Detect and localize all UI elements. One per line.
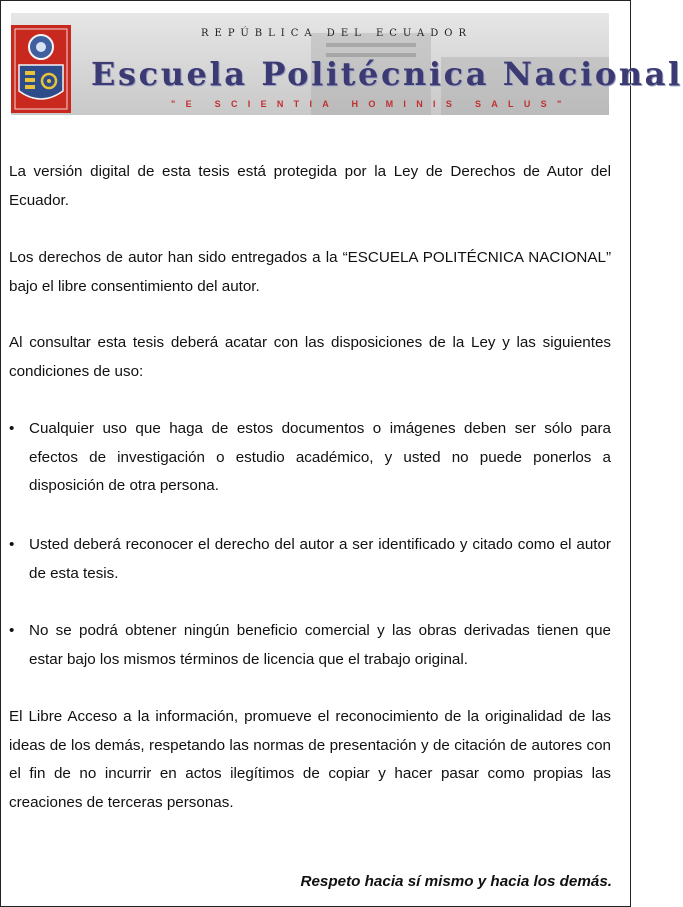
rights-paragraph: Los derechos de autor han sido entregados a la “ESCUELA POLITÉCNICA NACIONAL” bajo el libre consentimiento del autor. [9, 249, 611, 295]
bullet-icon: • [9, 420, 15, 437]
country-name: REPÚBLICA DEL ECUADOR [201, 28, 472, 39]
condition-text: Cualquier uso que haga de estos documentos o imágenes deben ser sólo para efectos de investigación o estudio académico, y usted no puede ponerlos a disposición de otra persona. [29, 420, 611, 494]
bullet-icon: • [9, 536, 15, 553]
bullet-icon: • [9, 622, 15, 639]
banner-window-row [326, 43, 416, 47]
copyright-paragraph: La versión digital de esta tesis está protegida por la Ley de Derechos de Autor del Ecuador. [9, 163, 611, 209]
condition-list-item [9, 617, 611, 674]
conditions-intro-paragraph: Al consultar esta tesis deberá acatar con las disposiciones de la Ley y las siguientes condiciones de uso: [9, 334, 611, 380]
condition-list-item [9, 531, 611, 588]
school-name: Escuela Politécnica Nacional [91, 55, 683, 93]
school-motto: "E SCIENTIA HOMINIS SALUS" [171, 99, 572, 109]
closing-statement: Respeto hacia sí mismo y hacia los demás. [300, 873, 612, 890]
open-access-paragraph: El Libre Acceso a la información, promueve el reconocimiento de la originalidad de las ideas de los demás, respetando las normas de presentación y de citación de autores con el fin de no incurrir en actos ilegítimos de copiar y hacer pasar como propias las creaciones de terceras personas. [9, 708, 611, 811]
condition-text: No se podrá obtener ningún beneficio comercial y las obras derivadas tienen que estar bajo los mismos términos de licencia que el trabajo original. [29, 622, 611, 668]
condition-text: Usted deberá reconocer el derecho del autor a ser identificado y citado como el autor de esta tesis. [29, 536, 611, 582]
institution-crest-icon [11, 25, 71, 113]
institution-banner [11, 13, 683, 115]
condition-list-item [9, 415, 611, 501]
